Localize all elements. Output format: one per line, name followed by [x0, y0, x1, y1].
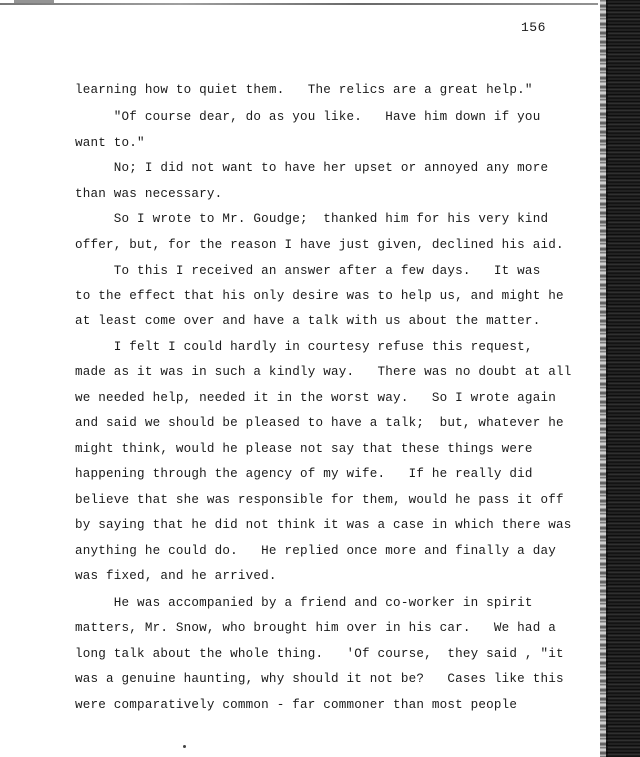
text-line: So I wrote to Mr. Goudge; thanked him for his very kind [75, 212, 549, 226]
text-line: matters, Mr. Snow, who brought him over in his car. We had a [75, 621, 556, 635]
page-number: 156 [521, 20, 546, 35]
text-line: learning how to quiet them. The relics are a great help." [75, 83, 533, 97]
text-line: and said we should be pleased to have a talk; but, whatever he [75, 416, 564, 430]
text-line: might think, would he please not say that these things were [75, 442, 533, 456]
text-line: was a genuine haunting, why should it not be? Cases like this [75, 672, 564, 686]
text-line: I felt I could hardly in courtesy refuse this request, [75, 340, 533, 354]
text-line: made as it was in such a kindly way. There was no doubt at all [75, 365, 572, 379]
text-line: by saying that he did not think it was a case in which there was [75, 518, 572, 532]
text-line: No; I did not want to have her upset or annoyed any more [75, 161, 549, 175]
text-line: "Of course dear, do as you like. Have him down if you [75, 110, 541, 124]
text-line: were comparatively common - far commoner than most people [75, 698, 518, 712]
text-line: at least come over and have a talk with us about the matter. [75, 314, 541, 328]
text-line: He was accompanied by a friend and co-worker in spirit [75, 596, 533, 610]
scan-speck [183, 745, 186, 748]
text-line: to the effect that his only desire was to help us, and might he [75, 289, 564, 303]
text-line: anything he could do. He replied once more and finally a day [75, 544, 556, 558]
text-line: was fixed, and he arrived. [75, 569, 277, 583]
text-line: want to." [75, 136, 145, 150]
text-line: offer, but, for the reason I have just given, declined his aid. [75, 238, 564, 252]
scan-edge-line [0, 3, 598, 5]
text-line: than was necessary. [75, 187, 223, 201]
scan-dark-edge [606, 0, 640, 757]
text-line: happening through the agency of my wife. If he really did [75, 467, 533, 481]
text-line: long talk about the whole thing. 'Of course, they said , "it [75, 647, 564, 661]
text-line: To this I received an answer after a few days. It was [75, 264, 541, 278]
text-line: we needed help, needed it in the worst way. So I wrote again [75, 391, 556, 405]
text-line: believe that she was responsible for them, would he pass it off [75, 493, 564, 507]
